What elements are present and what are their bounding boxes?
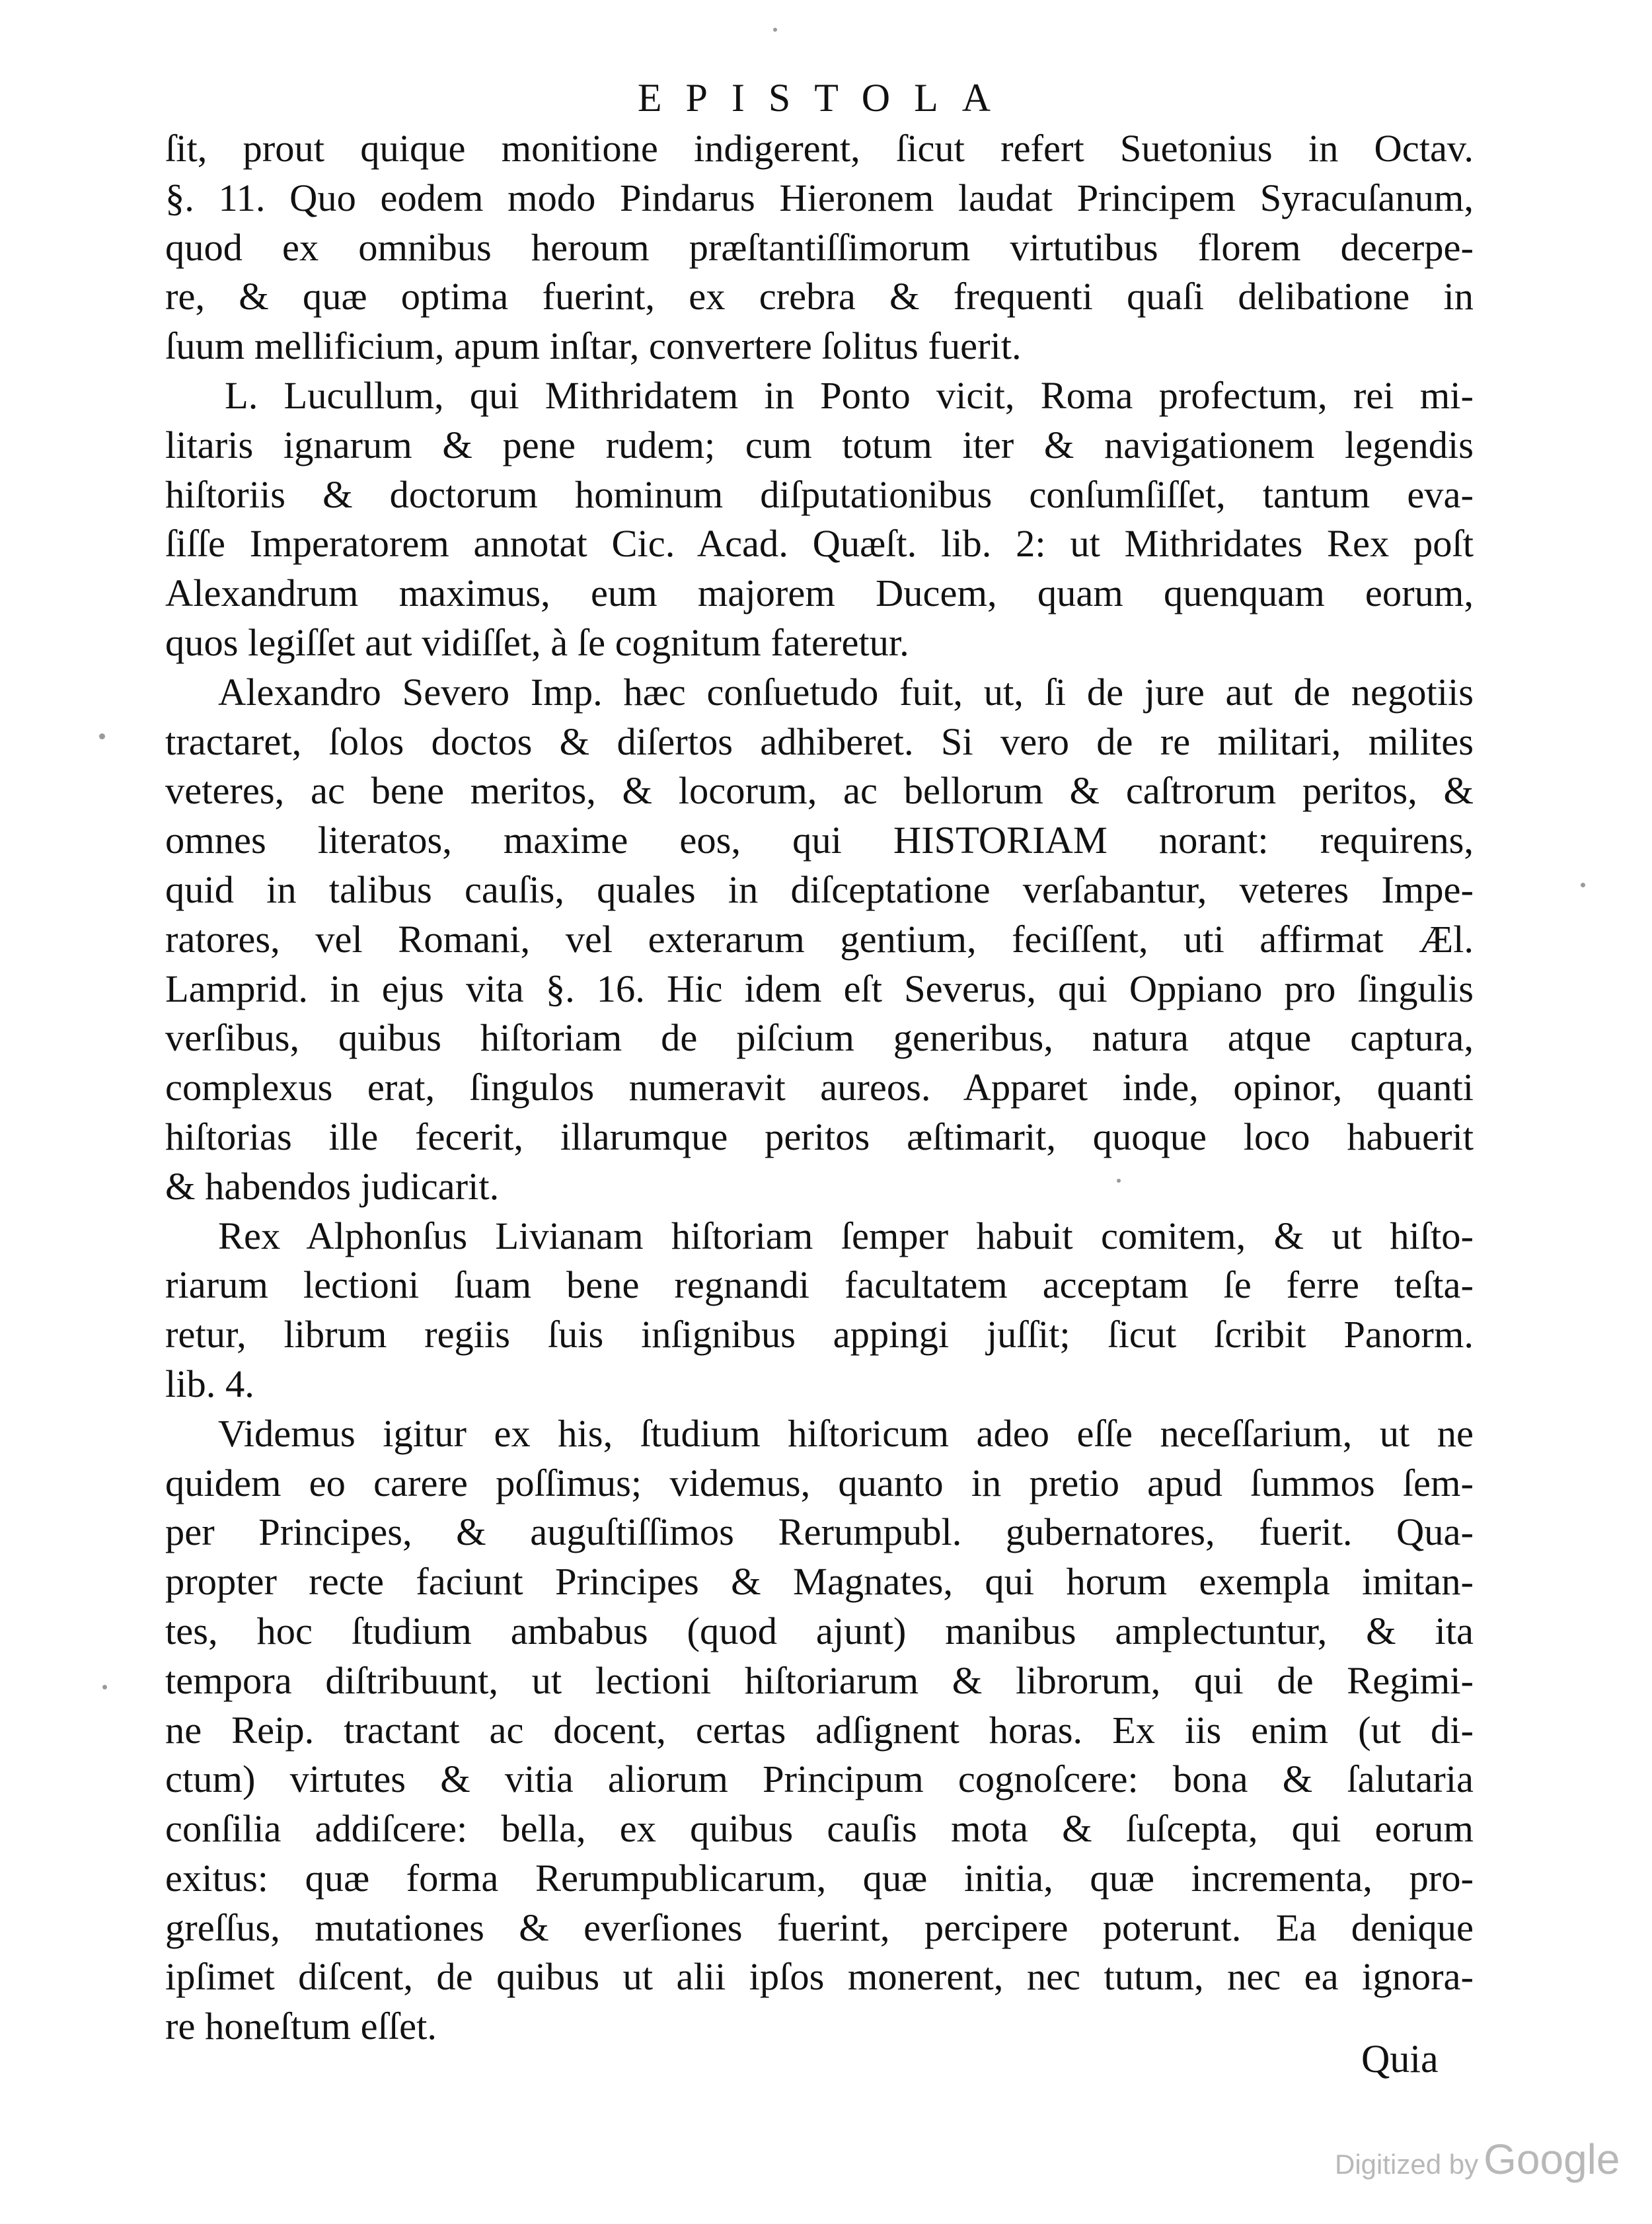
text-line: ne Reip. tractant ac docent, certas adſignent horas. Ex iis enim (ut di- — [165, 1708, 1474, 1752]
text-line: complexus erat, ſingulos numeravit aureos. Apparet inde, opinor, quanti — [165, 1066, 1474, 1109]
text-line: quod ex omnibus heroum præſtantiſſimorum virtutibus florem decerpe- — [165, 225, 1474, 269]
digitized-by-label: Digitized by — [1335, 2149, 1479, 2180]
text-line: hiſtorias ille fecerit, illarumque peritos æſtimarit, quoque loco habuerit — [165, 1115, 1474, 1158]
text-line: quos legiſſet aut vidiſſet, à ſe cognitum fateretur. — [165, 620, 909, 664]
text-line: retur, librum regiis ſuis inſignibus appingi juſſit; ſicut ſcribit Panorm. — [165, 1313, 1474, 1356]
scan-speck — [1117, 1179, 1121, 1183]
text-line: exitus: quæ forma Rerumpublicarum, quæ initia, quæ incrementa, pro- — [165, 1856, 1474, 1900]
text-line: §. 11. Quo eodem modo Pindarus Hieronem laudat Principem Syracuſanum, — [165, 176, 1474, 219]
text-line: ratores, vel Romani, vel exterarum gentium, feciſſent, uti affirmat Æl. — [165, 917, 1474, 961]
text-line: veteres, ac bene meritos, & locorum, ac bellorum & caſtrorum peritos, & — [165, 769, 1474, 813]
scan-speck — [773, 28, 777, 32]
text-line: & habendos judicarit. — [165, 1164, 500, 1208]
text-line: L. Lucullum, qui Mithridatem in Ponto vicit, Roma profectum, rei mi- — [225, 373, 1474, 417]
text-line: litaris ignarum & pene rudem; cum totum iter & navigationem legendis — [165, 423, 1474, 466]
text-line: omnes literatos, maxime eos, qui HISTORIAM norant: requirens, — [165, 819, 1474, 862]
text-line: riarum lectioni ſuam bene regnandi facultatem acceptam ſe ferre teſta- — [165, 1263, 1474, 1307]
text-line: re, & quæ optima fuerint, ex crebra & frequenti quaſi delibatione in — [165, 275, 1474, 318]
catchword: Quia — [1361, 2037, 1439, 2081]
text-line: tractaret, ſolos doctos & diſertos adhiberet. Si vero de re militari, milites — [165, 720, 1474, 763]
text-line: Videmus igitur ex his, ſtudium hiſtoricum adeo eſſe neceſſarium, ut ne — [218, 1411, 1474, 1455]
scan-speck — [102, 1685, 107, 1689]
text-line: quidem eo carere poſſimus; videmus, quanto in pretio apud ſummos ſem- — [165, 1461, 1474, 1504]
text-line: ctum) virtutes & vitia aliorum Principum cognoſcere: bona & ſalutaria — [165, 1758, 1474, 1801]
text-line: ipſimet diſcent, de quibus ut alii ipſos monerent, nec tutum, nec ea ignora- — [165, 1955, 1474, 1999]
digitized-by-watermark — [1335, 2135, 1620, 2183]
text-line: Lamprid. in ejus vita §. 16. Hic idem eſt Severus, qui Oppiano pro ſingulis — [165, 967, 1474, 1010]
text-line: propter recte faciunt Principes & Magnates, qui horum exempla imitan- — [165, 1560, 1474, 1604]
text-line: Alexandrum maximus, eum majorem Ducem, quam quenquam eorum, — [165, 572, 1474, 615]
body-text — [165, 124, 1474, 2052]
text-line: per Principes, & auguſtiſſimos Rerumpubl. gubernatores, fuerit. Qua- — [165, 1510, 1474, 1554]
text-line: Alexandro Severo Imp. hæc conſuetudo fuit, ut, ſi de jure aut de negotiis — [218, 670, 1474, 714]
text-line: hiſtoriis & doctorum hominum diſputationibus conſumſiſſet, tantum eva- — [165, 472, 1474, 516]
text-line: Rex Alphonſus Livianam hiſtoriam ſemper habuit comitem, & ut hiſto- — [218, 1214, 1474, 1257]
text-line: re honeſtum eſſet. — [165, 2005, 437, 2048]
text-line: verſibus, quibus hiſtoriam de piſcium generibus, natura atque captura, — [165, 1016, 1474, 1060]
text-line: tempora diſtribuunt, ut lectioni hiſtoriarum & librorum, qui de Regimi- — [165, 1658, 1474, 1702]
text-line: conſilia addiſcere: bella, ex quibus cauſis mota & ſuſcepta, qui eorum — [165, 1807, 1474, 1851]
scan-speck — [99, 733, 105, 739]
scan-speck — [1581, 883, 1585, 887]
text-line: ſiſſe Imperatorem annotat Cic. Acad. Quæſt. lib. 2: ut Mithridates Rex poſt — [165, 522, 1474, 566]
running-title: EPISTOLA — [637, 76, 1015, 120]
text-line: lib. 4. — [165, 1362, 254, 1405]
google-wordmark: Google — [1483, 2135, 1620, 2183]
text-line: quid in talibus cauſis, quales in diſceptatione verſabantur, veteres Impe- — [165, 868, 1474, 911]
text-line: ſuum mellificium, apum inſtar, convertere ſolitus fuerit. — [165, 324, 1022, 368]
text-line: ſit, prout quique monitione indigerent, ſicut refert Suetonius in Octav. — [165, 127, 1474, 170]
text-line: greſſus, mutationes & everſiones fuerint, percipere poterunt. Ea denique — [165, 1906, 1474, 1949]
text-line: tes, hoc ſtudium ambabus (quod ajunt) manibus amplectuntur, & ita — [165, 1609, 1474, 1652]
